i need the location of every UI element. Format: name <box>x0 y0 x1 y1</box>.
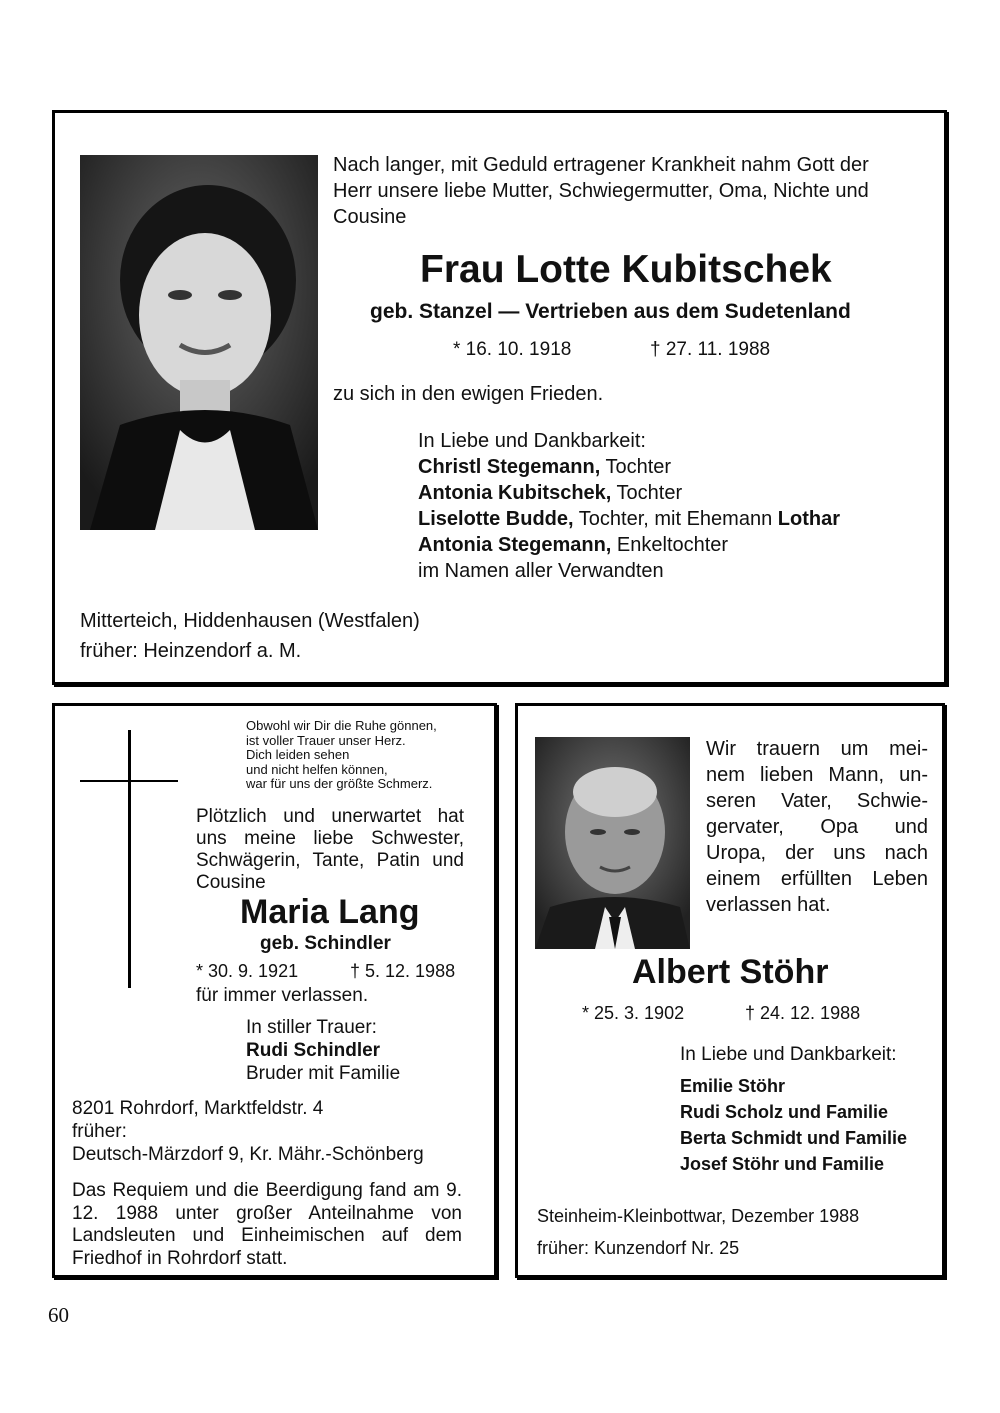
text-line: Cousine <box>333 206 407 228</box>
text-line: Wir trauern um mei- <box>706 738 928 760</box>
poem-line: Dich leiden sehen <box>246 747 350 762</box>
poem <box>246 719 437 792</box>
mourner-name: Christl Stegemann, <box>418 456 601 478</box>
death-date: † 27. 11. 1988 <box>650 339 771 360</box>
birth-date: * 16. 10. 1918 <box>453 339 572 360</box>
birth-date: * 30. 9. 1921 <box>196 961 299 981</box>
text-line: 12. 1988 unter großer Anteilnahme von <box>72 1202 462 1224</box>
mourners-intro: In Liebe und Dankbarkeit: <box>680 1044 897 1065</box>
former-home: früher: Kunzendorf Nr. 25 <box>537 1238 740 1258</box>
portrait-photo-man <box>535 737 690 949</box>
deceased-name: Frau Lotte Kubitschek <box>420 248 832 291</box>
text-line: uns meine liebe Schwester, <box>196 828 464 849</box>
mourner-line <box>418 532 840 558</box>
deceased-name: Maria Lang <box>240 893 420 931</box>
mourner-name: Rudi Schindler <box>246 1040 381 1061</box>
notice2-intro <box>196 806 464 894</box>
mourner-name: Liselotte Budde, <box>418 508 574 530</box>
text-line: einem erfüllten Leben <box>706 868 928 890</box>
mourner-relation: Bruder mit Familie <box>246 1063 401 1084</box>
text-line: Nach langer, mit Geduld ertragener Krankheit nahm Gott der <box>333 154 869 176</box>
text-line: verlassen hat. <box>706 894 831 916</box>
mourner-relation: Enkeltochter <box>611 534 729 556</box>
text-line: Landsleuten und Einheimischen auf dem <box>72 1225 462 1246</box>
text-line: gervater, Opa und <box>706 816 928 838</box>
death-date: † 5. 12. 1988 <box>350 961 456 981</box>
text-line: Plötzlich und unerwartet hat <box>196 806 464 827</box>
requiem-note <box>72 1180 462 1270</box>
former-home: Deutsch-Märzdorf 9, Kr. Mähr.-Schönberg <box>72 1144 424 1165</box>
place: Steinheim-Kleinbottwar, Dezember 1988 <box>537 1206 860 1226</box>
mourners-intro: In stiller Trauer: <box>246 1017 377 1038</box>
birth-name: geb. Schindler <box>260 933 391 954</box>
cross-icon <box>80 730 180 990</box>
poem-line: und nicht helfen können, <box>246 761 388 777</box>
notice1-intro <box>333 152 869 230</box>
former-label: früher: <box>72 1121 127 1142</box>
notice3-intro <box>706 736 928 918</box>
address: 8201 Rohrdorf, Marktfeldstr. 4 <box>72 1098 324 1119</box>
address-block <box>72 1097 424 1166</box>
text-line: Herr unsere liebe Mutter, Schwiegermutter, Oma, Nichte und <box>333 180 869 202</box>
place-block <box>537 1200 859 1264</box>
poem-line: Obwohl wir Dir die Ruhe gönnen, <box>246 718 437 733</box>
deceased-name: Albert Stöhr <box>632 953 829 991</box>
mourners-list <box>680 1073 907 1177</box>
mourner-line <box>418 506 840 532</box>
mourner-name: Josef Stöhr und Familie <box>680 1154 885 1174</box>
birth-name: geb. Stanzel — Vertrieben aus dem Sudetenland <box>370 300 851 323</box>
text-line: Schwägerin, Tante, Patin und <box>196 850 464 871</box>
death-date: † 24. 12. 1988 <box>745 1003 861 1023</box>
mourners-intro: In Liebe und Dankbarkeit: <box>418 430 646 452</box>
text-line: Uropa, der uns nach <box>706 842 928 864</box>
mourners-closing: im Namen aller Verwandten <box>418 560 664 582</box>
place: Mitterteich, Hiddenhausen (Westfalen) <box>80 610 420 632</box>
poem-line: war für uns der größte Schmerz. <box>246 776 433 791</box>
mourner-name: Emilie Stöhr <box>680 1076 786 1096</box>
page-number: 60 <box>48 1303 69 1327</box>
mourner-name: Berta Schmidt und Familie <box>680 1128 908 1148</box>
mourner-name: Antonia Kubitschek, <box>418 482 612 504</box>
closing-text: für immer verlassen. <box>196 985 369 1006</box>
mourner-spouse: Lothar <box>777 508 840 530</box>
text-line: Friedhof in Rohrdorf statt. <box>72 1247 288 1269</box>
mourner-relation: Tochter <box>600 456 672 478</box>
mourner-relation: Tochter <box>611 482 683 504</box>
mourner-line <box>418 480 840 506</box>
portrait-photo-woman <box>80 155 318 530</box>
mourner-name: Antonia Stegemann, <box>418 534 612 556</box>
mourners-block <box>246 1016 400 1085</box>
mourner-line <box>418 454 840 480</box>
mourners-block <box>418 428 840 584</box>
mourner-name: Rudi Scholz und Familie <box>680 1102 889 1122</box>
poem-line: ist voller Trauer unser Herz. <box>246 732 406 748</box>
text-line: seren Vater, Schwie- <box>706 790 928 812</box>
text-line: nem lieben Mann, un- <box>706 764 928 786</box>
mourner-relation: Tochter, mit Ehemann <box>573 508 778 530</box>
text-line: Das Requiem und die Beerdigung fand am 9. <box>72 1180 462 1201</box>
place-block <box>80 606 420 666</box>
birth-date: * 25. 3. 1902 <box>582 1003 685 1023</box>
text-line: Cousine <box>196 872 266 893</box>
former-home: früher: Heinzendorf a. M. <box>80 640 302 662</box>
closing-text: zu sich in den ewigen Frieden. <box>333 383 604 405</box>
